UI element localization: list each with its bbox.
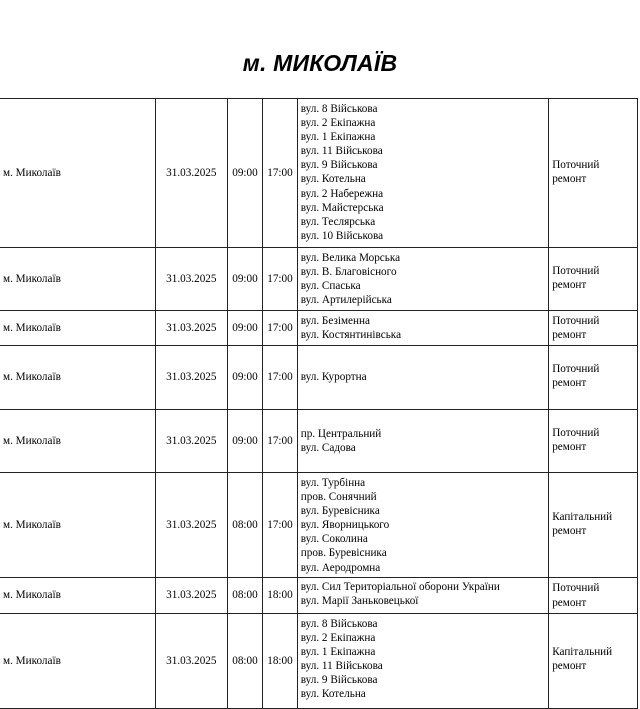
street-item: вул. Котельна: [300, 688, 366, 701]
street-item: вул. 9 Військова: [300, 674, 378, 687]
street-item: пров. Сонячний: [300, 491, 377, 504]
street-item: вул. Турбінна: [300, 477, 366, 489]
work-type-line: ремонт: [552, 173, 587, 186]
street-item: вул. Сил Територіальної оборони України: [300, 581, 500, 593]
page-title: м. МИКОЛАЇВ: [242, 50, 398, 76]
work-type-line: ремонт: [552, 596, 587, 609]
table-row: [0, 614, 638, 709]
work-type-line: Поточний: [552, 427, 600, 439]
table-row: [0, 578, 638, 614]
end-time-cell: 17:00: [263, 473, 298, 578]
work-type-line: ремонт: [552, 279, 587, 292]
street-item: вул. Велика Морська: [300, 252, 401, 264]
work-type-cell: [549, 410, 638, 473]
streets-cell: [297, 473, 548, 578]
work-type-line: ремонт: [552, 525, 587, 538]
street-item: вул. Соколина: [300, 533, 368, 546]
date-cell: 31.03.2025: [155, 410, 227, 473]
street-item: вул. Безіменна: [300, 314, 370, 327]
street-item: вул. Спаська: [300, 280, 361, 293]
street-item: вул. В. Благовісного: [300, 266, 397, 279]
work-type-cell: [549, 311, 638, 346]
end-time-cell: 17:00: [263, 410, 298, 473]
work-type-cell: [549, 578, 638, 614]
work-type-line: ремонт: [552, 441, 587, 454]
street-item: вул. Курортна: [300, 371, 367, 384]
street-item: вул. 8 Військова: [300, 618, 378, 630]
start-time-cell: 09:00: [227, 99, 262, 248]
street-item: вул. Аеродромна: [300, 561, 381, 574]
date-cell: 31.03.2025: [155, 346, 227, 410]
city-cell: м. Миколаїв: [0, 248, 155, 311]
work-type-cell: [549, 346, 638, 410]
street-item: вул. 2 Екіпажна: [300, 632, 376, 645]
work-type-line: Капітальний: [552, 646, 613, 658]
street-item: вул. 2 Екіпажна: [300, 117, 376, 130]
street-item: вул. Буревісника: [300, 505, 380, 518]
work-type-line: ремонт: [552, 329, 587, 341]
street-item: вул. Марії Заньковецької: [300, 595, 419, 608]
end-time-cell: 18:00: [263, 578, 298, 614]
streets-cell: [297, 410, 548, 473]
street-item: вул. 1 Екіпажна: [300, 131, 376, 144]
table-row: [0, 473, 638, 578]
start-time-cell: 08:00: [227, 578, 262, 614]
streets-cell: [297, 346, 548, 410]
start-time-cell: 08:00: [227, 473, 262, 578]
work-type-line: Поточний: [552, 582, 600, 595]
city-cell: м. Миколаїв: [0, 473, 155, 578]
end-time-cell: 17:00: [263, 99, 298, 248]
table-row: [0, 311, 638, 346]
start-time-cell: 08:00: [227, 614, 262, 709]
streets-cell: [297, 614, 548, 709]
work-type-line: Капітальний: [552, 511, 613, 523]
work-type-line: ремонт: [552, 377, 587, 390]
city-cell: м. Миколаїв: [0, 410, 155, 473]
street-item: пров. Буревісника: [300, 547, 387, 560]
work-type-line: Поточний: [552, 363, 600, 375]
street-item: вул. Теслярська: [300, 215, 376, 228]
street-item: вул. 2 Набережна: [300, 187, 384, 200]
table-row: [0, 410, 638, 473]
street-item: вул. Костянтинівська: [300, 329, 402, 341]
streets-cell: [297, 248, 548, 311]
work-type-cell: [549, 99, 638, 248]
end-time-cell: 17:00: [263, 346, 298, 410]
city-cell: м. Миколаїв: [0, 614, 155, 709]
street-item: вул. 10 Військова: [300, 229, 384, 242]
street-item: вул. Котельна: [300, 173, 366, 186]
date-cell: 31.03.2025: [155, 578, 227, 614]
street-item: вул. 11 Військова: [300, 660, 383, 673]
street-item: вул. Садова: [300, 442, 356, 454]
street-item: вул. 8 Військова: [300, 103, 378, 115]
work-type-line: Поточний: [552, 159, 600, 171]
city-cell: м. Миколаїв: [0, 346, 155, 410]
work-type-cell: [549, 473, 638, 578]
streets-cell: [297, 578, 548, 614]
street-item: вул. 1 Екіпажна: [300, 646, 376, 659]
city-cell: м. Миколаїв: [0, 311, 155, 346]
street-item: пр. Центральний: [300, 427, 382, 440]
start-time-cell: 09:00: [227, 346, 262, 410]
date-cell: 31.03.2025: [155, 311, 227, 346]
city-cell: м. Миколаїв: [0, 99, 155, 248]
street-item: вул. 11 Військова: [300, 145, 383, 158]
work-type-cell: [549, 614, 638, 709]
start-time-cell: 09:00: [227, 311, 262, 346]
city-cell: м. Миколаїв: [0, 578, 155, 614]
date-cell: 31.03.2025: [155, 248, 227, 311]
street-item: вул. Майстерська: [300, 201, 384, 214]
start-time-cell: 09:00: [227, 410, 262, 473]
work-type-cell: [549, 248, 638, 311]
date-cell: 31.03.2025: [155, 473, 227, 578]
streets-cell: [297, 311, 548, 346]
date-cell: 31.03.2025: [155, 614, 227, 709]
table-row: [0, 99, 638, 248]
table-row: [0, 346, 638, 410]
outage-schedule-table: [0, 98, 638, 709]
end-time-cell: 17:00: [263, 311, 298, 346]
work-type-line: ремонт: [552, 660, 587, 673]
work-type-line: Поточний: [552, 314, 600, 327]
table-row: [0, 248, 638, 311]
date-cell: 31.03.2025: [155, 99, 227, 248]
end-time-cell: 18:00: [263, 614, 298, 709]
street-item: вул. Артилерійська: [300, 294, 392, 307]
streets-cell: [297, 99, 548, 248]
work-type-line: Поточний: [552, 265, 600, 277]
street-item: вул. 9 Військова: [300, 159, 378, 172]
end-time-cell: 17:00: [263, 248, 298, 311]
start-time-cell: 09:00: [227, 248, 262, 311]
street-item: вул. Яворницького: [300, 519, 390, 532]
